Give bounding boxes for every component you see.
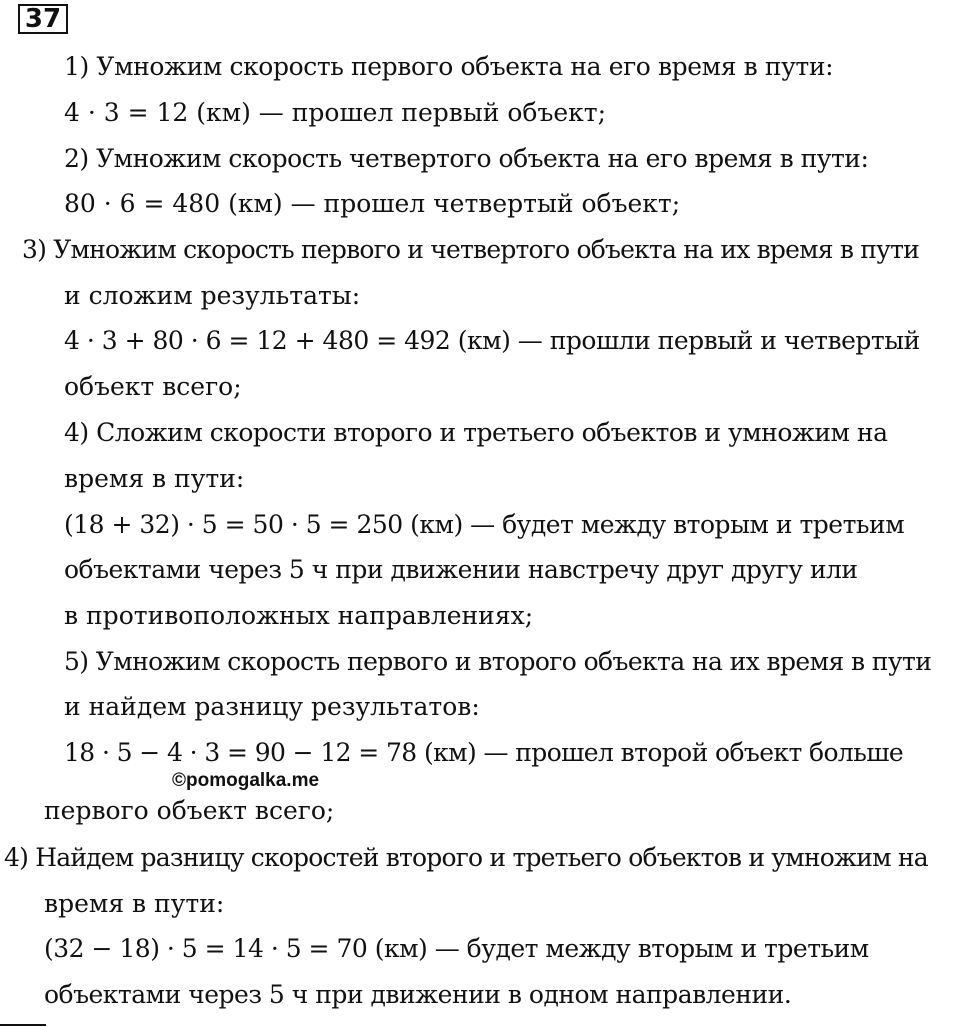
- text-line: 4 · 3 + 80 · 6 = 12 + 480 = 492 (км) — прошли первый и четвертый: [64, 326, 920, 355]
- text-line: 4) Найдем разницу скоростей второго и третьего объектов и умножим на: [4, 843, 928, 872]
- text-line: 3) Умножим скорость первого и четвертого объекта на их время в пути: [22, 235, 919, 264]
- text-line: 5) Умножим скорость первого и второго объекта на их время в пути: [64, 647, 932, 676]
- text-line: 4) Сложим скорости второго и третьего объектов и умножим на: [64, 418, 888, 447]
- text-line: 4 · 3 = 12 (км) — прошел первый объект;: [64, 98, 607, 127]
- text-line: объектами через 5 ч при движении в одном направлении.: [44, 980, 792, 1009]
- text-line: и сложим результаты:: [64, 281, 361, 310]
- bottom-divider: [0, 1024, 46, 1026]
- text-line: время в пути:: [44, 889, 225, 918]
- text-line: 2) Умножим скорость четвертого объекта на его время в пути:: [64, 144, 869, 173]
- text-line: (32 − 18) · 5 = 14 · 5 = 70 (км) — будет между вторым и третьим: [44, 934, 869, 963]
- text-line: и найдем разницу результатов:: [64, 692, 480, 721]
- text-line: 80 · 6 = 480 (км) — прошел четвертый объект;: [64, 189, 681, 218]
- text-line: в противоположных направлениях;: [64, 601, 534, 630]
- text-line: (18 + 32) · 5 = 50 · 5 = 250 (км) — будет между вторым и третьим: [64, 510, 905, 539]
- text-line: 1) Умножим скорость первого объекта на его время в пути:: [64, 52, 834, 81]
- watermark: ©pomogalka.me: [172, 770, 320, 791]
- text-line: первого объект всего;: [44, 796, 335, 825]
- problem-number-box: 37: [18, 4, 68, 34]
- text-line: 18 · 5 − 4 · 3 = 90 − 12 = 78 (км) — прошел второй объект больше: [64, 738, 904, 767]
- text-line: объектами через 5 ч при движении навстречу друг другу или: [64, 555, 858, 584]
- text-line: объект всего;: [64, 372, 242, 401]
- text-line: время в пути:: [64, 464, 245, 493]
